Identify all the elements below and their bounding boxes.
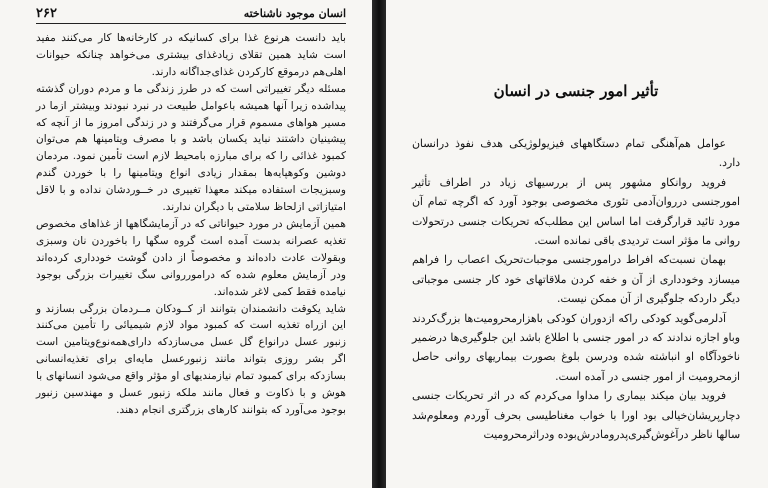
left-book-page bbox=[0, 0, 372, 488]
chapter-title: تأثیر امور جنسی در انسان bbox=[493, 82, 659, 100]
paragraph: عوامل هم‌آهنگی تمام دستگاههای فیزیولوژیکی هدف نفوذ درانسان دارد. bbox=[412, 137, 740, 170]
paragraph: باید دانست هرنوع غذا برای کسانیکه در کارخانه‌ها کار می‌کنند مفید است شاید همین تقلای زیادغذای بیشتری می‌خواهد چنانکه حیوانات اهلی‌هم درموقع کارکردن غذای‌جداگانه دارند. bbox=[36, 32, 346, 78]
paragraph: مسئله دیگر تغییراتی است که در طرز زندگی ما و مردم دوران گذشته پیداشده زیرا آنها همیشه باعوامل طبیعت در نبرد نبودند وبیشتر ازما در مسیر هواهای مسموم قرار می‌گرفتند و در زندگی امروز ما از آنچه که پیشینیان داشتند نباید یکسان باشد و با مصرف ویتامینها هم می‌توان کمبود غذائی را که برای مبارزه بامحیط لازم است تأمین نمود. مردمان دوشین وکوهپایه‌ها بمقدار زیادی انواع ویتامینها را با خوردن گندم وسبزیجات استفاده میکند معهذا تغییری در خــوردشان نداده و با لاقل امتیازاتی ازلحاظ سلامتی با دیگران ندارند. bbox=[36, 82, 346, 214]
running-header bbox=[36, 6, 346, 24]
left-page-body bbox=[36, 30, 346, 419]
page-number: ۲۶۲ bbox=[36, 6, 57, 21]
paragraph: فروید بیان میکند بیماری را مداوا می‌کردم که در اثر تحریکات جنسی دچارپریشان‌خیالی بود اورا با خواب مغناطیسی بحرف آوردم ومعلوم‌شد سالها ناظر درآغوش‌گیری‌پدرومادرش‌بوده ودراثرمحرومیت bbox=[412, 389, 740, 442]
paragraph: بهمان نسبت‌که افراط درامورجنسی موجبات‌تحریک اعصاب را فراهم میسازد وخودداری از آن و خفه کردن ملاقاتهای خود کار جنسی موجباتی دیگر داردکه جلوگیری از آن ممکن نیست. bbox=[412, 253, 740, 306]
paragraph: همین آزمایش در مورد حیواناتی که در آزمایشگاهها از غذاهای مخصوص تغذیه عصرانه بدست آمده است گروه سگها را باخوردن نان وسبزی وبقولات عادت داده‌اند و مخصوصاً از دادن گوشت خودداری کرده‌اند ودر آزمایش معلوم شده که درامورروانی سگ تغییرات بزرگی بوجود نیامده فقط کمی لاغر شده‌اند. bbox=[36, 217, 346, 298]
paragraph: آدلرمی‌گوید کودکی راکه ازدوران کودکی باهزارمحرومیت‌ها بزرگ‌کردند وباو اجازه ندادند که در امور جنسی با اطلاع باشد این جلوگیری‌ها درضمیر ناخودآگاه او انباشته شده ودرسن بلوغ بصورت بیماریهای روانی حاصل ازمحرومیت از امور جنسی در آمده است. bbox=[412, 311, 740, 383]
book-gutter bbox=[372, 0, 386, 488]
paragraph: فروید روانکاو مشهور پس از بررسیهای زیاد در اطراف تأثیر امورجنسی درروان‌آدمی تئوری مخصوصی بوجود آورد که اگرچه تمام آن مورد تائید قرارگرفت اما اساس این مطلب‌که تحریکات جنسی درتحولات روانی ما مؤثر است تردیدی باقی نمانده است. bbox=[412, 175, 740, 248]
right-book-page bbox=[386, 0, 768, 488]
running-header-title: انسان موجود ناشناخته bbox=[243, 7, 346, 20]
right-page-body bbox=[412, 134, 740, 445]
paragraph: شاید یکوقت دانشمندان بتوانند از کــودکان مــردمان بزرگی بسازند و این ازراه تغذیه است که کمبود مواد لازم شیمیائی را تأمین می‌کنند زنبور عسل درانواع گل عسل می‌سازدکه دارای‌همه‌نوع‌ویتامین است اگر بشر روزی بتواند مانند زنبورعسل مایه‌ای برای تغذیه‌انسانی بسازدکه برای کمبود تمام نیازمندیهای او مؤثر واقع می‌شود انسانهای با هوش و با ذکاوت و فعال مانند ملکه زنبور عسل و مهندسین زنبور بوجود می‌آورد که بتوانند کارهای بزرگتری انجام دهند. bbox=[36, 302, 346, 416]
